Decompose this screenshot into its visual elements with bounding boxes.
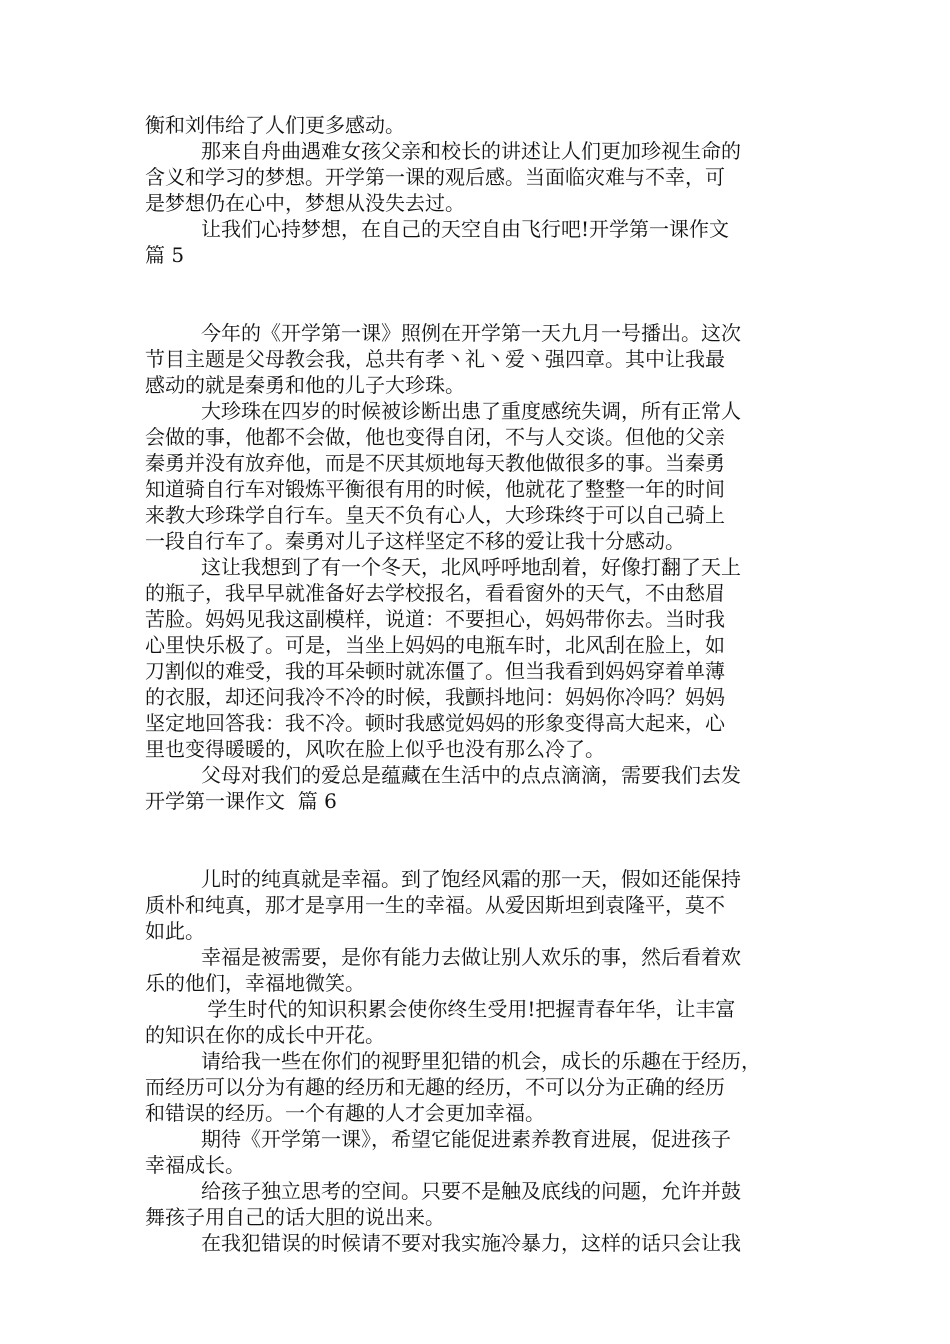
paragraph-line: 和错误的经历。一个有趣的人才会更加幸福。 [145,1101,545,1125]
paragraph-line: 会做的事，他都不会做，他也变得自闭，不与人交谈。但他的父亲 [145,425,725,449]
paragraph-line: 的衣服，却还问我冷不冷的时候，我颤抖地问：妈妈你冷吗？妈妈 [145,685,725,709]
paragraph-line: 质朴和纯真，那才是享用一生的幸福。从爱因斯坦到袁隆平，莫不 [145,893,725,917]
paragraph-line: 乐的他们，幸福地微笑。 [145,971,365,995]
paragraph-line: 知道骑自行车对锻炼平衡很有用的时候，他就花了整整一年的时间 [145,477,725,501]
paragraph-line: 感动的就是秦勇和他的儿子大珍珠。 [145,373,465,397]
paragraph-line: 这让我想到了有一个冬天，北风呼呼地刮着，好像打翻了天上 [201,555,741,579]
section-heading: 篇 5 [145,243,185,267]
paragraph-line: 舞孩子用自己的话大胆的说出来。 [145,1205,445,1229]
paragraph-line: 的知识在你的成长中开花。 [145,1023,385,1047]
paragraph-line: 刀割似的难受，我的耳朵顿时就冻僵了。但当我看到妈妈穿着单薄 [145,659,725,683]
paragraph-line: 父母对我们的爱总是蕴藏在生活中的点点滴滴，需要我们去发 [201,763,741,787]
paragraph-line: 里也变得暖暖的，风吹在脸上似乎也没有那么冷了。 [145,737,605,761]
paragraph-line: 一段自行车了。秦勇对儿子这样坚定不移的爱让我十分感动。 [145,529,685,553]
paragraph-line: 是梦想仍在心中，梦想从没失去过。 [145,191,465,215]
paragraph-line: 含义和学习的梦想。开学第一课的观后感。当面临灾难与不幸，可 [145,165,725,189]
paragraph-line: 衡和刘伟给了人们更多感动。 [145,113,405,137]
paragraph-line: 请给我一些在你们的视野里犯错的机会，成长的乐趣在于经历， [201,1049,761,1073]
paragraph-line: 节目主题是父母教会我，总共有孝丶礼丶爱丶强四章。其中让我最 [145,347,725,371]
paragraph-line: 今年的《开学第一课》照例在开学第一天九月一号播出。这次 [201,321,741,345]
paragraph-line: 给孩子独立思考的空间。只要不是触及底线的问题，允许并鼓 [201,1179,741,1203]
blank-space [145,814,810,866]
paragraph-line: 坚定地回答我：我不冷。顿时我感觉妈妈的形象变得高大起来，心 [145,711,725,735]
paragraph-line: 幸福成长。 [145,1153,245,1177]
paragraph-line: 秦勇并没有放弃他，而是不厌其烦地每天教他做很多的事。当秦勇 [145,451,725,475]
paragraph-line: 期待《开学第一课》，希望它能促进素养教育进展，促进孩子 [201,1127,731,1151]
paragraph-line: 那来自舟曲遇难女孩父亲和校长的讲述让人们更加珍视生命的 [201,139,741,163]
paragraph-line: 在我犯错误的时候请不要对我实施冷暴力，这样的话只会让我 [201,1231,741,1255]
paragraph-line: 学生时代的知识积累会使你终生受用!把握青春年华，让丰富 [201,997,736,1021]
paragraph-line: 的瓶子，我早早就准备好去学校报名，看看窗外的天气，不由愁眉 [145,581,725,605]
document-page [145,112,810,1256]
paragraph-line: 来教大珍珠学自行车。皇天不负有心人，大珍珠终于可以自己骑上 [145,503,725,527]
section-heading: 开学第一课作文 篇 6 [145,789,337,813]
paragraph-line: 幸福是被需要，是你有能力去做让别人欢乐的事，然后看着欢 [201,945,741,969]
paragraph-line: 而经历可以分为有趣的经历和无趣的经历，不可以分为正确的经历 [145,1075,725,1099]
paragraph-line: 大珍珠在四岁的时候被诊断出患了重度感统失调，所有正常人 [201,399,741,423]
paragraph-line: 苦脸。妈妈见我这副模样，说道：不要担心，妈妈带你去。当时我 [145,607,725,631]
paragraph-line: 儿时的纯真就是幸福。到了饱经风霜的那一天，假如还能保持 [201,867,741,891]
paragraph-line: 让我们心持梦想，在自己的天空自由飞行吧!开学第一课作文 [201,217,730,241]
blank-space [145,268,810,320]
paragraph-line: 如此。 [145,919,205,943]
paragraph-line: 心里快乐极了。可是，当坐上妈妈的电瓶车时，北风刮在脸上，如 [145,633,725,657]
